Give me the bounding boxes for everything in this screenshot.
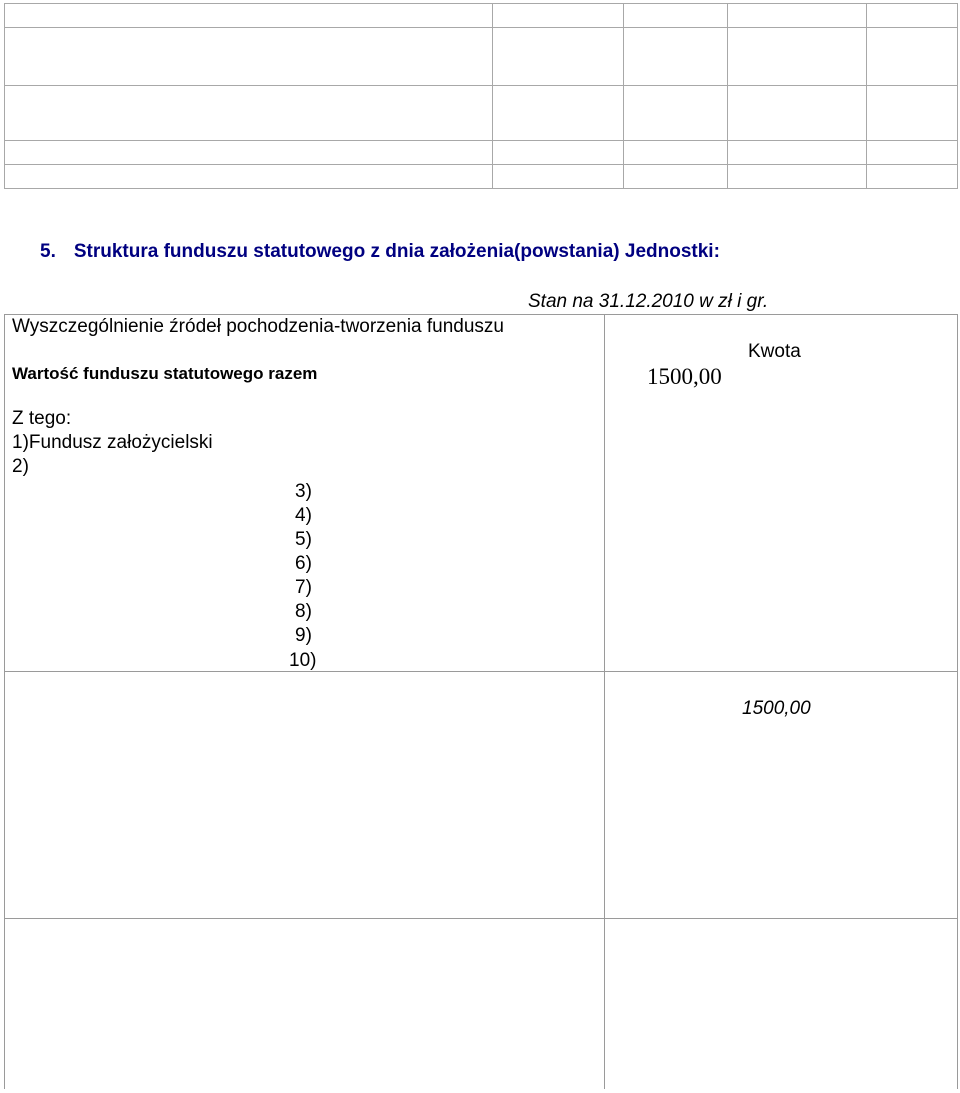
breakdown-item: 3) xyxy=(295,481,312,502)
amount-column-header: Kwota xyxy=(748,341,801,362)
table-border xyxy=(4,671,958,672)
table-border xyxy=(4,918,958,919)
total-value: 1500,00 xyxy=(647,364,722,389)
breakdown-item: 8) xyxy=(295,601,312,622)
breakdown-item: 1)Fundusz założycielski xyxy=(12,432,213,453)
top-grid-line xyxy=(4,27,958,28)
top-grid-line xyxy=(4,85,958,86)
top-grid-line xyxy=(492,3,493,188)
section-heading xyxy=(40,241,720,263)
total-label: Wartość funduszu statutowego razem xyxy=(12,364,318,383)
breakdown-intro: Z tego: xyxy=(12,408,72,429)
top-grid-line xyxy=(957,3,958,188)
top-grid-line xyxy=(4,164,958,165)
top-grid-line xyxy=(727,3,728,188)
breakdown-item: 4) xyxy=(295,505,312,526)
top-grid-line xyxy=(4,3,5,188)
breakdown-item: 5) xyxy=(295,529,312,550)
breakdown-item: 2) xyxy=(12,456,29,477)
table-border xyxy=(604,314,605,1089)
breakdown-item: 9) xyxy=(295,625,312,646)
breakdown-item: 10) xyxy=(289,650,317,671)
section-number: 5. xyxy=(40,241,56,262)
top-grid-line xyxy=(866,3,867,188)
table-border xyxy=(4,314,5,1089)
as-of-note: Stan na 31.12.2010 w zł i gr. xyxy=(528,291,769,312)
table-border xyxy=(957,314,958,1089)
breakdown-item: 7) xyxy=(295,577,312,598)
top-grid-line xyxy=(4,140,958,141)
top-grid-line xyxy=(4,3,958,4)
breakdown-item: 6) xyxy=(295,553,312,574)
description-column-header: Wyszczególnienie źródeł pochodzenia-tworzenia funduszu xyxy=(12,316,504,337)
section-title: Struktura funduszu statutowego z dnia założenia(powstania) Jednostki: xyxy=(73,241,720,262)
top-grid-line xyxy=(623,3,624,188)
table-border xyxy=(4,314,958,315)
top-grid-line xyxy=(4,188,958,189)
summary-value: 1500,00 xyxy=(742,698,811,719)
